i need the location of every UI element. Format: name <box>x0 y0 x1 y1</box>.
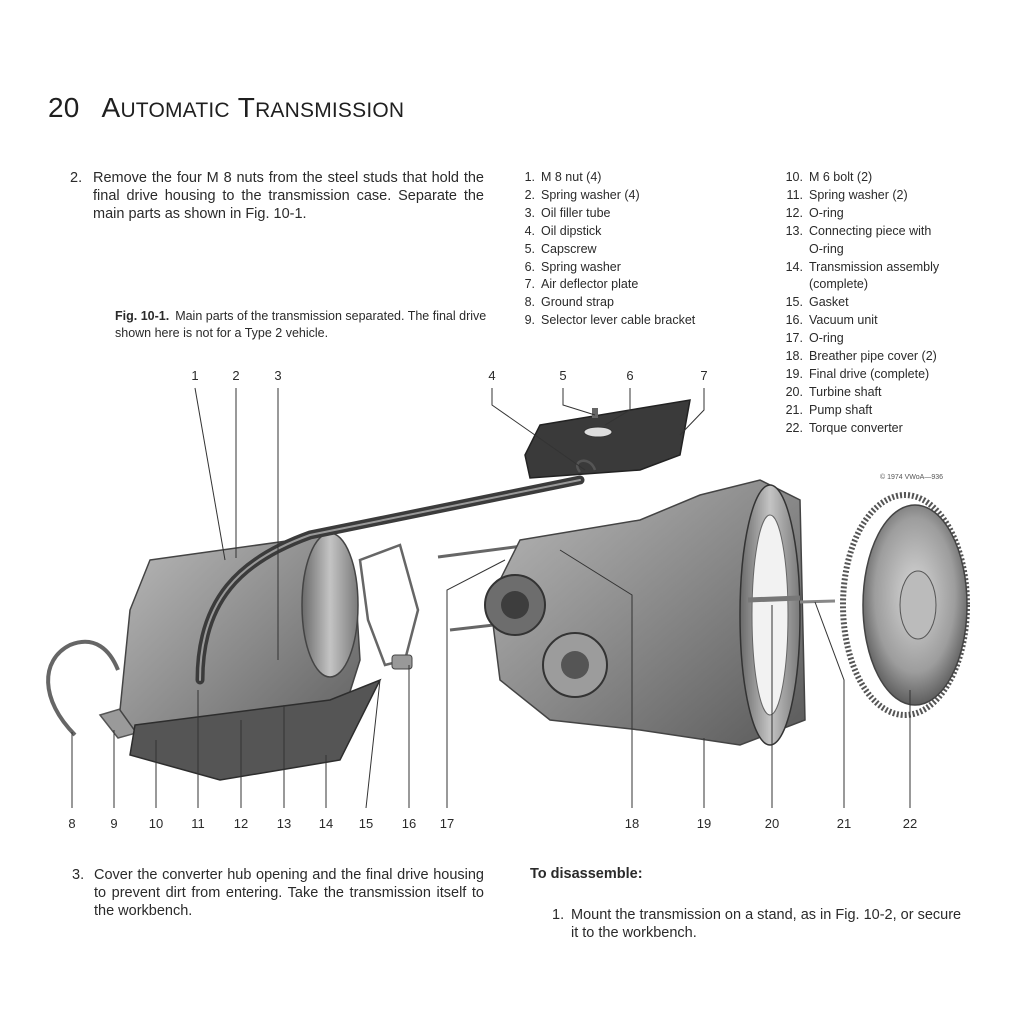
legend-number: 22. <box>785 420 803 435</box>
legend-number: 2. <box>524 187 535 202</box>
pump-shaft <box>800 601 835 602</box>
disassemble-heading: To disassemble: <box>530 866 643 882</box>
step-2 <box>70 169 484 223</box>
legend-number: 14. <box>785 259 803 274</box>
legend-item <box>516 276 695 294</box>
legend-number: 17. <box>785 331 803 346</box>
legend-item <box>784 223 939 241</box>
legend-text: Spring washer (2) <box>809 187 908 202</box>
legend-text: Oil dipstick <box>541 223 602 238</box>
legend-text: Torque converter <box>809 420 903 435</box>
step-3 <box>72 866 484 920</box>
title-rest-2: RANSMISSION <box>255 99 405 122</box>
step-2-text: Remove the four M 8 nuts from the steel studs that hold the final drive housing to the transmission case. Separate the main parts as shown in Fig. 10-1. <box>93 170 484 222</box>
callout-number: 7 <box>700 368 708 383</box>
callout-number: 13 <box>276 816 292 831</box>
legend-text: Pump shaft <box>809 402 873 417</box>
callout-number: 3 <box>274 368 282 383</box>
disassemble-step-1-number: 1. <box>552 907 565 923</box>
legend-number: 9. <box>524 313 535 328</box>
capscrew <box>592 408 598 418</box>
callout-number: 9 <box>110 816 118 831</box>
legend-item <box>516 259 695 277</box>
callout-number: 11 <box>191 816 205 831</box>
figure-caption <box>115 308 487 341</box>
legend-item <box>516 169 695 187</box>
legend-number: 8. <box>524 295 535 310</box>
legend-item <box>516 294 695 312</box>
legend-number: 21. <box>785 402 803 417</box>
title-initial-2: T <box>237 92 256 123</box>
legend-item <box>516 241 695 259</box>
title-initial-1: A <box>101 92 121 123</box>
disassemble-step-1 <box>552 906 972 942</box>
legend-number: 1. <box>524 170 535 184</box>
legend-item <box>784 169 939 187</box>
legend-item <box>784 330 939 348</box>
step-3-number: 3. <box>72 867 85 883</box>
callout-number: 12 <box>233 816 249 831</box>
legend-number: 16. <box>785 313 803 328</box>
step-2-number: 2. <box>70 170 83 186</box>
legend-item <box>516 187 695 205</box>
copyright-note: © 1974 VWoA—936 <box>880 474 944 481</box>
legend-number: 13. <box>785 223 803 238</box>
legend-item <box>784 312 939 330</box>
legend-text: Connecting piece with <box>809 223 932 238</box>
transmission-exploded-figure <box>0 360 1024 840</box>
callout-number: 21 <box>836 816 852 831</box>
callout-number: 20 <box>764 816 780 831</box>
callout-number: 4 <box>488 368 496 383</box>
legend-text: M 6 bolt (2) <box>809 170 873 184</box>
legend-item <box>784 187 939 205</box>
legend-number: 20. <box>785 384 803 399</box>
callout-number: 8 <box>68 816 76 831</box>
legend-text: Breather pipe cover (2) <box>809 349 937 364</box>
legend-item <box>516 312 695 330</box>
callout-number: 14 <box>318 816 334 831</box>
disassemble-step-1-text: Mount the transmission on a stand, as in Fig. 10-2, or secure it to the workbench. <box>571 907 962 941</box>
callout-number: 10 <box>148 816 164 831</box>
legend-text-continued: O-ring <box>809 241 844 256</box>
title-rest-1: UTOMATIC <box>120 99 230 122</box>
legend-number: 18. <box>785 349 803 364</box>
legend-text: Air deflector plate <box>541 277 639 292</box>
legend-number: 3. <box>524 205 535 220</box>
legend-text: Transmission assembly <box>809 259 940 274</box>
step-3-text: Cover the converter hub opening and the final drive housing to prevent dirt from entering. Take the transmission itself to the workbench. <box>94 867 484 919</box>
callout-number: 15 <box>358 816 374 831</box>
legend-text: O-ring <box>809 205 844 220</box>
legend-number: 6. <box>524 259 535 274</box>
gasket <box>360 545 418 665</box>
legend-number: 7. <box>524 277 535 292</box>
legend-text: Capscrew <box>541 241 597 256</box>
legend-text: Selector lever cable bracket <box>541 313 696 328</box>
legend-item <box>516 223 695 241</box>
figure-caption-text: Main parts of the transmission separated. The final drive shown here is not for a Type 2 vehicle. <box>115 309 487 340</box>
legend-number: 19. <box>785 366 803 381</box>
parts-legend-left <box>516 169 695 330</box>
figure-label: Fig. 10-1. <box>115 309 170 323</box>
legend-text: Oil filler tube <box>541 205 611 220</box>
page-header <box>48 92 404 124</box>
legend-item <box>784 259 939 277</box>
legend-text: Final drive (complete) <box>809 366 930 381</box>
legend-number: 10. <box>785 170 803 184</box>
legend-number: 15. <box>785 295 803 310</box>
legend-text: Spring washer (4) <box>541 187 640 202</box>
legend-number: 11. <box>786 187 803 202</box>
callout-number: 1 <box>191 368 199 383</box>
callout-number: 19 <box>696 816 712 831</box>
page-number: 20 <box>48 92 80 123</box>
legend-number: 4. <box>524 223 535 238</box>
legend-text: Ground strap <box>541 295 614 310</box>
callout-number: 2 <box>232 368 240 383</box>
callout-number: 17 <box>439 816 455 831</box>
legend-item <box>784 205 939 223</box>
legend-text: Gasket <box>809 295 849 310</box>
legend-text: Turbine shaft <box>809 384 882 399</box>
legend-number: 5. <box>524 241 535 256</box>
legend-text-continued: (complete) <box>809 277 869 292</box>
air-deflector-plate <box>525 400 690 478</box>
legend-text: Vacuum unit <box>809 313 878 328</box>
legend-text: O-ring <box>809 331 844 346</box>
legend-item <box>516 205 695 223</box>
callout-number: 16 <box>401 816 417 831</box>
legend-number: 12. <box>785 205 803 220</box>
callout-number: 5 <box>559 368 567 383</box>
final-drive-bell-inner <box>752 515 788 715</box>
legend-text: Spring washer <box>541 259 621 274</box>
turbine-shaft <box>748 598 800 600</box>
legend-item <box>784 294 939 312</box>
callout-number: 6 <box>626 368 634 383</box>
legend-text: M 8 nut (4) <box>541 170 602 184</box>
transmission-flange <box>302 533 358 677</box>
callout-number: 18 <box>624 816 640 831</box>
callout-number: 22 <box>902 816 918 831</box>
